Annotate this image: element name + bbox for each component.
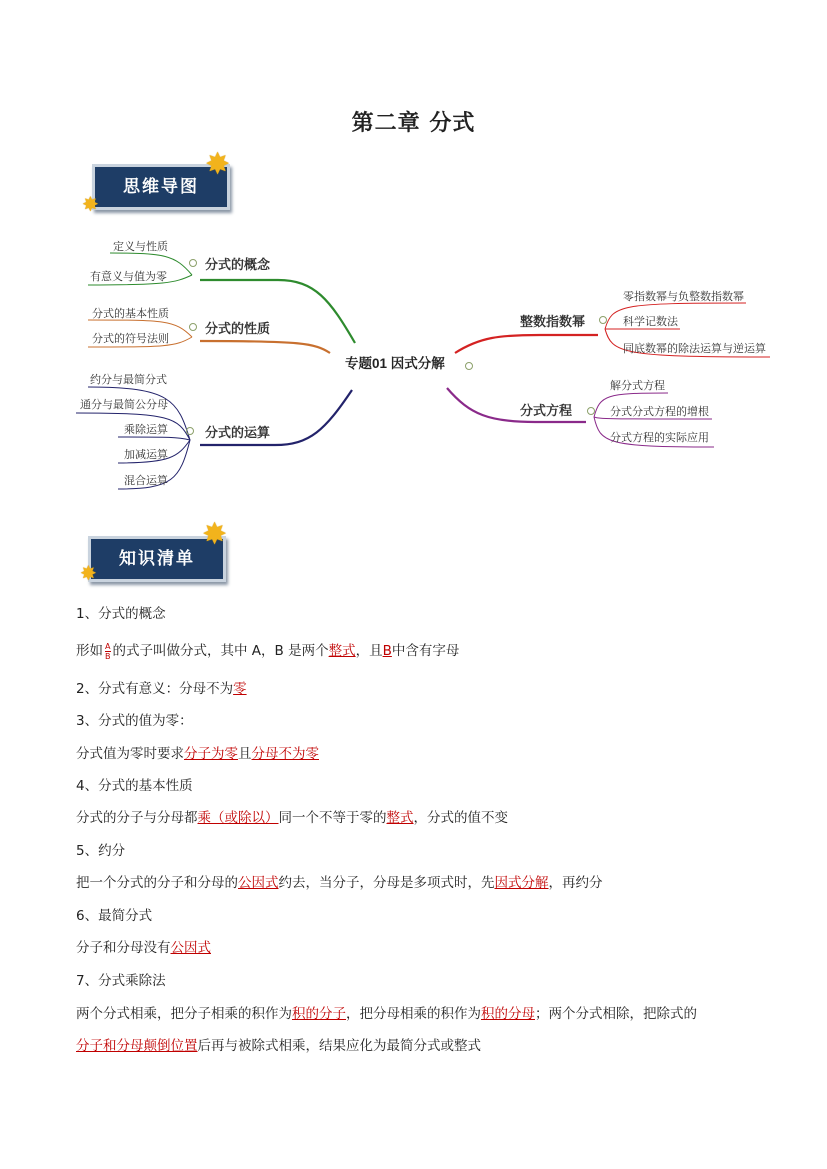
section-heading: 7、分式乘除法 [76,973,166,989]
leaf-label: 定义与性质 [113,241,168,253]
paragraph: 分子和分母颠倒位置后再与被除式相乘，结果应化为最简分式或整式 [76,1038,481,1054]
collapse-icon [600,317,607,324]
leaf-label: 零指数幂与负整数指数幂 [623,291,744,303]
leaf-label: 同底数幂的除法运算与逆运算 [623,343,766,355]
branch-label-equation: 分式方程 [520,403,573,418]
star-icon: ✸ [80,561,97,585]
section-heading: 6、最简分式 [76,908,153,924]
branch-connector [455,335,598,353]
key-term: 积的分子 [292,1006,346,1022]
paragraph: 2、分式有意义：分母不为零 [76,681,247,697]
paragraph: 两个分式相乘，把分子相乘的积作为积的分子，把分母相乘的积作为积的分母；两个分式相除，把除式的 [76,1006,697,1022]
branch-label-property: 分式的性质 [205,321,271,336]
key-term: 分母不为零 [251,746,319,762]
paragraph: 分式值为零时要求分子为零且分母不为零 [76,746,319,762]
fraction: $\frac{A}{B}$ [105,641,111,661]
leaf-label: 混合运算 [124,475,168,487]
collapse-icon [466,363,473,370]
key-term: 积的分母 [481,1006,535,1022]
section-heading: 3、分式的值为零： [76,713,193,729]
key-term: 分子为零 [184,746,238,762]
collapse-icon [588,408,595,415]
section-heading: 5、约分 [76,843,126,859]
paragraph: 分式的分子与分母都乘（或除以）同一个不等于零的整式，分式的值不变 [76,810,508,826]
key-term: 整式 [328,643,356,659]
key-term: 乘（或除以） [197,810,279,826]
star-icon: ✸ [205,147,231,182]
key-term: B [382,643,392,659]
leaf-label: 加减运算 [124,449,168,461]
leaf-label: 解分式方程 [610,380,665,392]
leaf-label: 约分与最简分式 [90,374,167,386]
paragraph: 把一个分式的分子和分母的公因式约去，当分子，分母是多项式时，先因式分解，再约分 [76,875,603,891]
section-heading: 1、分式的概念 [76,606,166,622]
key-term: 整式 [386,810,414,826]
star-icon: ✸ [202,517,228,552]
leaf-label: 科学记数法 [623,316,678,328]
collapse-icon [190,260,197,267]
key-term: 零 [233,681,247,697]
key-term: 因式分解 [494,875,549,891]
mind-map [0,225,827,505]
key-term: 公因式 [238,875,279,891]
branch-connector [200,341,330,353]
leaf-label: 分式的基本性质 [92,308,169,320]
mindmap-banner: 思维导图 [92,164,230,210]
leaf-label: 分式的符号法则 [92,333,169,345]
paragraph: 形如 $\frac{A}{B}$ 的式子叫做分式，其中 A，B 是两个整式，且B中含有字母 [76,641,460,661]
leaf-label: 乘除运算 [124,424,168,436]
mindmap-center-label: 专题01 因式分解 [345,356,445,371]
leaf-label: 通分与最简公分母 [80,399,168,411]
branch-label-concept: 分式的概念 [205,257,271,272]
star-icon: ✸ [82,192,99,216]
key-term: 分子和分母颠倒位置 [76,1038,198,1054]
leaf-connector [118,437,190,440]
leaf-label: 有意义与值为零 [90,271,167,283]
branch-label-operation: 分式的运算 [205,425,271,440]
key-term: 公因式 [170,940,211,956]
page-title: 第二章 分式 [351,111,476,136]
leaf-label: 分式方程的实际应用 [610,432,709,444]
leaf-label: 分式分式方程的增根 [610,406,709,418]
branch-label-exponent: 整数指数幂 [520,314,586,329]
section-heading: 4、分式的基本性质 [76,778,193,794]
knowledge-banner: 知识清单 [88,536,226,582]
collapse-icon [190,324,197,331]
paragraph: 分子和分母没有公因式 [76,940,211,956]
